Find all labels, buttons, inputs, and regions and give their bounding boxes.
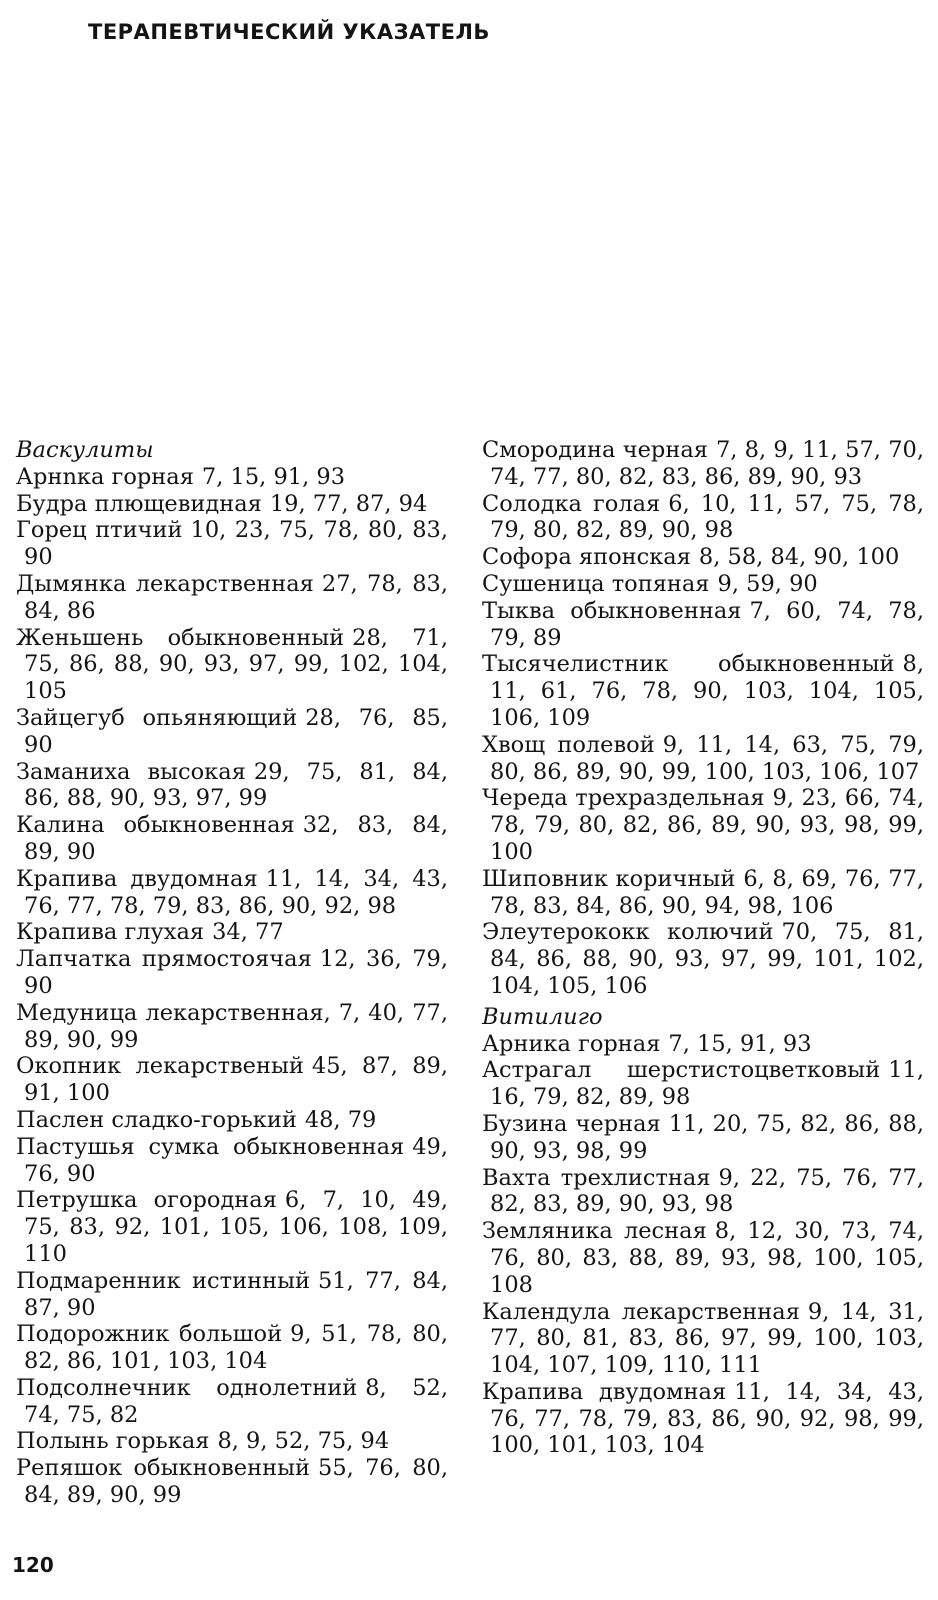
entry-name: Арника горная — [482, 1030, 661, 1057]
entry-name: Тысячелистник обыкновенный — [482, 651, 895, 678]
entry-pages: 9, 59, 90 — [717, 570, 818, 597]
entry-name: Хвощ полевой — [482, 731, 655, 758]
entry-name: Арнnка горная — [16, 463, 194, 490]
entry-pages: 12, 36, 79, 90 — [24, 946, 449, 999]
page-header: ТЕРАПЕВТИЧЕСКИЙ УКАЗАТЕЛЬ — [88, 20, 490, 44]
entry-name: Окопник лекарственый — [16, 1053, 304, 1080]
entry-pages: 8, 58, 84, 90, 100 — [698, 544, 900, 571]
entry-name: Софора японская — [482, 544, 691, 571]
index-entry — [482, 785, 924, 865]
entry-name: Калина обыкновенная — [16, 812, 295, 839]
index-entry — [482, 919, 924, 999]
index-entry — [482, 544, 924, 571]
index-entry — [482, 1031, 924, 1058]
entry-name: Земляника лесная — [482, 1218, 707, 1245]
index-entry — [482, 1111, 924, 1165]
entry-name: Крапива глухая — [16, 919, 205, 946]
entry-name: Полынь горькая — [16, 1428, 210, 1455]
entry-pages: 7, 8, 9, 11, 57, 70, 74, 77, 80, 82, 83, 86, 89, 90, 93 — [490, 437, 924, 490]
entry-name: Петрушка огородная — [16, 1187, 277, 1214]
index-entry — [16, 812, 448, 866]
index-entry — [16, 1375, 448, 1429]
entry-pages: 19, 77, 87, 94 — [269, 490, 428, 517]
entry-pages: 9, 11, 14, 63, 75, 79, 80, 86, 89, 90, 99, 100, 103, 106, 107 — [490, 731, 924, 785]
right-column — [482, 437, 924, 1459]
index-entry — [16, 866, 448, 920]
index-entry — [16, 1107, 448, 1134]
entry-pages: 9, 14, 31, 77, 80, 81, 83, 86, 97, 99, 100, 103, 104, 107, 109, 110, 111 — [490, 1298, 924, 1379]
index-entry — [482, 491, 924, 545]
index-entry — [16, 517, 448, 571]
entry-name: Тыква обыкновенная — [482, 597, 742, 624]
entry-name: Будра плющевидная — [16, 490, 262, 517]
entry-name: Смородина черная — [482, 437, 708, 463]
entry-name: Вахта трехлистная — [482, 1164, 711, 1191]
index-entry — [16, 1455, 448, 1509]
entry-pages: 70, 75, 81, 84, 86, 88, 90, 93, 97, 99, 101, 102, 104, 105, 106 — [490, 919, 924, 999]
section-title-vaskulity: Васкулиты — [16, 437, 154, 463]
index-entry — [16, 946, 448, 1000]
index-entry — [16, 1053, 448, 1107]
entry-pages: 6, 8, 69, 76, 77, 78, 83, 84, 86, 90, 94, 98, 106 — [490, 865, 925, 919]
entry-name: Крапива двудомная — [482, 1378, 727, 1405]
entry-name: Лапчатка прямостоячая — [16, 946, 312, 973]
entry-pages: 28, 71, 75, 86, 88, 90, 93, 97, 99, 102, 104, 105 — [24, 624, 448, 705]
entry-name: Крапива двудомная — [16, 865, 258, 892]
entry-pages: 34, 77 — [212, 919, 284, 946]
entry-name: Подсолнечник однолетний — [16, 1374, 358, 1401]
index-entry — [16, 571, 448, 625]
entry-name: Элеутерококк колючий — [482, 919, 774, 946]
index-entry — [482, 651, 924, 731]
entry-pages: 11, 14, 34, 43, 76, 77, 78, 79, 83, 86, 90, 92, 98, 99, 100, 101, 103, 104 — [490, 1378, 924, 1459]
entry-pages: 9, 23, 66, 74, 78, 79, 80, 82, 86, 89, 90, 93, 98, 99, 100 — [490, 785, 924, 865]
entry-name: Горец птичий — [16, 517, 183, 544]
index-entry — [482, 1057, 924, 1111]
index-entry — [16, 1134, 448, 1188]
entry-pages: 28, 76, 85, 90 — [24, 704, 449, 758]
entry-name: Дымянка лекарственная — [16, 570, 314, 597]
entry-pages: 7, 60, 74, 78, 79, 89 — [490, 597, 924, 651]
entry-pages: 32, 83, 84, 89, 90 — [24, 812, 449, 865]
entry-pages: 11, 14, 34, 43, 76, 77, 78, 79, 83, 86, 90, 92, 98 — [24, 865, 448, 919]
entry-pages: 27, 78, 83, 84, 86 — [24, 570, 448, 624]
entry-pages: 45, 87, 89, 91, 100 — [24, 1053, 448, 1107]
entry-pages: 48, 79 — [304, 1106, 377, 1133]
index-entry — [16, 1187, 448, 1267]
entry-name: Календула лекарственная — [482, 1298, 800, 1325]
entry-name: Женьшень обыкновенный — [16, 624, 345, 651]
entry-pages: 8, 12, 30, 73, 74, 76, 80, 83, 88, 89, 93, 98, 100, 105, 108 — [490, 1218, 924, 1298]
entry-pages: 8, 52, 74, 75, 82 — [24, 1374, 448, 1428]
entry-name: Пастушья сумка обыкновенная — [16, 1133, 405, 1160]
index-entry — [482, 1299, 924, 1379]
entry-pages: 10, 23, 75, 78, 80, 83, 90 — [24, 517, 448, 571]
index-entry — [16, 759, 448, 813]
index-entry — [16, 491, 448, 518]
entry-name: Череда трехраздельная — [482, 785, 765, 812]
entry-pages: 51, 77, 84, 87, 90 — [24, 1267, 448, 1321]
index-entry — [16, 625, 448, 705]
entry-pages: 8, 11, 61, 76, 78, 90, 103, 104, 105, 106, 109 — [490, 651, 924, 731]
entry-pages: 9, 22, 75, 76, 77, 82, 83, 89, 90, 93, 98 — [490, 1164, 924, 1218]
entry-pages: 49, 76, 90 — [24, 1133, 448, 1187]
index-entry — [482, 1379, 924, 1459]
index-entry — [482, 571, 924, 598]
entry-pages: 7, 40, 77, 89, 90, 99 — [24, 999, 448, 1053]
entry-name: Зайцегуб опьяняющий — [16, 704, 298, 731]
entry-pages: 8, 9, 52, 75, 94 — [217, 1428, 390, 1455]
entry-pages: 29, 75, 81, 84, 86, 88, 90, 93, 97, 99 — [24, 758, 448, 812]
entry-pages: 11, 16, 79, 82, 89, 98 — [490, 1057, 924, 1111]
entry-pages: 9, 51, 78, 80, 82, 86, 101, 103, 104 — [24, 1321, 448, 1375]
entry-name: Солодка голая — [482, 490, 661, 517]
index-entry — [482, 437, 924, 491]
index-entry — [16, 464, 448, 491]
index-entry — [16, 705, 448, 759]
entry-name: Репяшок обыкновенный — [16, 1455, 310, 1482]
index-entry — [16, 1428, 448, 1455]
index-entry — [482, 598, 924, 652]
entry-name: Подмаренник истинный — [16, 1267, 310, 1294]
entry-name: Бузина черная — [482, 1110, 661, 1137]
left-column — [16, 437, 448, 1509]
index-entry — [16, 1321, 448, 1375]
index-entry — [482, 866, 924, 920]
index-entry — [482, 1218, 924, 1298]
entry-name: Медуница лекарственная, — [16, 999, 331, 1026]
entry-pages: 7, 15, 91, 93 — [668, 1030, 812, 1057]
index-entry — [482, 732, 924, 786]
entry-name: Астрагал шерстистоцветковый — [482, 1057, 881, 1084]
index-entry — [482, 1165, 924, 1219]
entry-pages: 6, 7, 10, 49, 75, 83, 92, 101, 105, 106, 108, 109, 110 — [24, 1187, 448, 1267]
entry-pages: 55, 76, 80, 84, 89, 90, 99 — [24, 1455, 449, 1509]
section-title-vitiligo: Витилиго — [482, 1003, 603, 1030]
entry-name: Шиповник коричный — [482, 865, 736, 892]
entry-name: Заманиха высокая — [16, 758, 246, 785]
index-entry — [16, 1000, 448, 1054]
entry-pages: 7, 15, 91, 93 — [201, 463, 346, 490]
index-entry — [16, 1268, 448, 1322]
entry-pages: 11, 20, 75, 82, 86, 88, 90, 93, 98, 99 — [490, 1110, 924, 1164]
page-number: 120 — [12, 1553, 54, 1577]
index-entry — [16, 919, 448, 946]
entry-name: Паслен сладко-горький — [16, 1106, 297, 1133]
entry-name: Сушеница топяная — [482, 570, 710, 597]
entry-pages: 6, 10, 11, 57, 75, 78, 79, 80, 82, 89, 90, 98 — [490, 490, 924, 544]
entry-name: Подорожник большой — [16, 1321, 283, 1348]
